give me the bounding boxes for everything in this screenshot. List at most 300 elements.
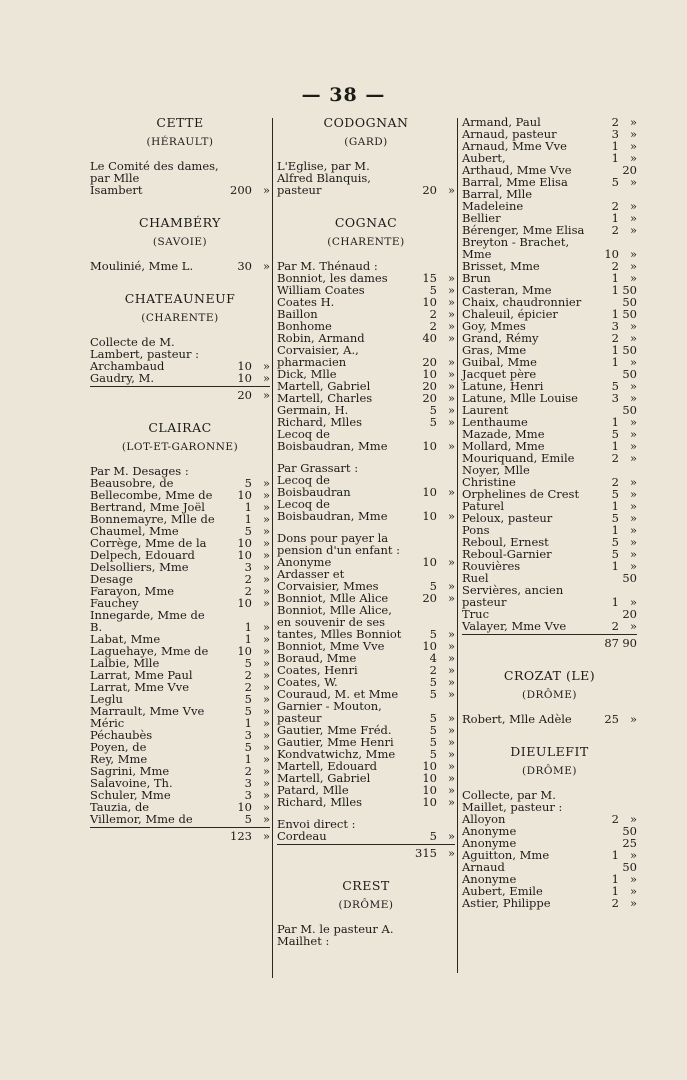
donation-amount: 3 [611,319,619,333]
donation-cents: » [629,427,637,441]
donation-cents: » [447,829,455,843]
donor-name: Robin, Armand [277,331,365,345]
donation-amount: 1 [244,620,252,634]
donor-name: Bonniot, les dames [277,271,388,285]
donation-cents: » [629,487,637,501]
donor-name: Martell, Charles [277,391,373,405]
donation-amount: 5 [429,723,437,737]
donor-name: Barral, Mme Elisa [462,175,568,189]
donation-amount: 1 [244,752,252,766]
donor-name: Pons [462,523,490,537]
donation-amount: 1 [611,139,619,153]
donation-cents: » [262,692,270,706]
donation-amount: 30 [237,259,252,273]
donation-cents: 50 [622,403,637,417]
donor-name: L'Eglise, par M. Alfred Blanquis, pasteur [277,159,371,197]
donation-cents: » [262,596,270,610]
donation-cents: 50 [622,571,637,585]
section-total [462,634,637,649]
donation-section [462,745,637,909]
section-title: CLAIRAC [148,420,212,435]
donation-amount: 15 [422,271,437,285]
donation-entry [277,428,455,452]
donation-amount: 1 [611,415,619,429]
donation-cents: » [262,728,270,742]
donation-amount: 1 [611,283,619,297]
section-title: CHATEAUNEUF [124,291,236,306]
donor-name: Gras, Mme [462,343,527,357]
donor-name: Méric [90,716,125,730]
donor-name: Laurent [462,403,509,417]
donor-name: Martell, Gabriel [277,771,371,785]
donation-cents: » [262,476,270,490]
donation-entry [277,700,455,724]
donation-cents: » [262,776,270,790]
donation-amount: 1 [611,151,619,165]
column-divider [272,118,273,978]
donation-cents: » [629,331,637,345]
donor-name: Corrège, Mme de la [90,536,207,550]
section-region: (GARD) [344,136,388,148]
donation-amount: 5 [611,547,619,561]
section-total [90,827,270,842]
donation-entry [277,160,455,196]
donor-name: Sagrini, Mme [90,764,170,778]
donation-amount: 3 [611,391,619,405]
donation-amount: 3 [244,728,252,742]
donation-amount: 5 [244,692,252,706]
donation-cents: » [447,295,455,309]
donation-cents: 50 [622,343,637,357]
donation-amount: 10 [422,771,437,785]
donation-cents: » [629,355,637,369]
donor-name: Astier, Philippe [462,896,551,910]
donor-name: Breyton - Brachet, Mme [462,235,570,261]
donation-amount: 5 [611,379,619,393]
donation-cents: » [262,500,270,514]
donation-cents: 50 [622,283,637,297]
donation-amount: 1 [611,848,619,862]
donation-entry [90,372,270,384]
donation-amount: 5 [611,535,619,549]
donation-entry [462,620,637,632]
donation-cents: » [629,151,637,165]
donation-entry [277,604,455,640]
donor-name: Richard, Mlles [277,795,363,809]
donor-name: Ruel [462,571,489,585]
donation-cents: » [262,259,270,273]
donation-amount: 1 [611,307,619,321]
text-column-3 [462,116,637,915]
section-region: (DRÔME) [338,899,394,911]
donation-amount: 1 [611,595,619,609]
donation-entry [277,344,455,368]
donor-name: Kondvatwichz, Mme [277,747,396,761]
donation-cents: » [629,848,637,862]
donation-amount: 10 [604,247,619,261]
donation-amount: 10 [422,439,437,453]
donor-name: Orphelines de Crest [462,487,580,501]
donation-amount: 3 [611,127,619,141]
donation-cents: » [447,795,455,809]
donation-cents: » [262,560,270,574]
donor-name: Anonyme [462,872,517,886]
donor-name: Labat, Mme [90,632,161,646]
donation-amount: 1 [244,632,252,646]
donation-entry [462,789,637,813]
donation-cents: » [447,439,455,453]
donation-amount: 5 [244,740,252,754]
column-divider [457,118,458,973]
donor-name: Martell, Gabriel [277,379,371,393]
section-region: (SAVOIE) [152,236,208,248]
donation-cents: » [629,175,637,189]
donation-amount: 1 [611,884,619,898]
donation-cents: » [629,271,637,285]
donation-amount: 5 [244,656,252,670]
donation-entry [90,336,270,360]
donor-name: Valayer, Mme Vve [462,619,567,633]
donation-entry [277,796,455,808]
donor-name: Dick, Mlle [277,367,337,381]
donation-amount: 10 [237,548,252,562]
donation-entry [277,498,455,522]
donation-cents: » [629,379,637,393]
donor-name: Péchaubès [90,728,153,742]
donation-cents: » [447,307,455,321]
section-title: COGNAC [334,215,398,230]
donation-cents: » [629,499,637,513]
donation-cents: » [447,331,455,345]
donation-amount: 2 [429,319,437,333]
donation-cents: » [629,319,637,333]
donor-name: Bertrand, Mme Joël [90,500,205,514]
donation-amount: 5 [611,175,619,189]
donation-cents: » [629,475,637,489]
page-number: — 38 — [301,84,386,106]
donation-cents: » [447,391,455,405]
donation-entry [277,923,455,947]
donation-cents: » [262,644,270,658]
donor-name: Bonnemayre, Mlle de [90,512,215,526]
donation-cents: » [262,536,270,550]
donor-name: Latune, Henri [462,379,544,393]
donation-amount: 5 [244,812,252,826]
donor-name: Anonyme [462,824,517,838]
donor-name: Latune, Mlle Louise [462,391,578,405]
donation-cents: » [629,872,637,886]
donation-section [90,116,270,196]
donation-cents: » [629,511,637,525]
section-title: CETTE [156,115,204,130]
donation-cents: » [629,547,637,561]
donor-name: Baillon [277,307,318,321]
total-cents: » [262,388,270,402]
donation-amount: 10 [422,759,437,773]
donation-amount: 10 [422,509,437,523]
donor-name: Mollard, Mme [462,439,545,453]
donation-amount: 5 [429,735,437,749]
donation-cents: » [447,783,455,797]
donation-entry [277,568,455,592]
donor-name: Laguehaye, Mme de [90,644,209,658]
donation-cents: » [629,559,637,573]
donation-cents: » [262,572,270,586]
donation-cents: » [262,788,270,802]
donation-cents: » [447,663,455,677]
donation-cents: » [447,759,455,773]
donor-name: Couraud, M. et Mme [277,687,399,701]
donation-amount: 5 [429,675,437,689]
section-total [90,386,270,401]
donor-name: Guibal, Mme [462,355,537,369]
section-title: CREST [342,878,390,893]
donation-cents: » [447,183,455,197]
donor-name: Coates, W. [277,675,338,689]
donation-amount: 25 [604,712,619,726]
donation-section [462,116,637,649]
donation-amount: 2 [611,223,619,237]
donation-cents: » [447,639,455,653]
donation-amount: 5 [611,487,619,501]
donation-amount: 2 [611,115,619,129]
donation-cents: » [447,711,455,725]
donor-name: Le Comité des dames, par Mlle [90,159,219,185]
donor-name: Germain, H. [277,403,349,417]
donation-amount: 5 [429,829,437,843]
donor-name: Barral, Mlle Madeleine [462,187,533,213]
donation-amount: 5 [611,427,619,441]
donor-name: Desage [90,572,133,586]
donor-name: Martell, Edouard [277,759,378,773]
donation-cents: » [262,812,270,826]
donor-name: Aubert, Emile [462,884,543,898]
donor-name: Poyen, de [90,740,147,754]
donation-amount: 1 [611,872,619,886]
donation-amount: 1 [244,500,252,514]
donation-cents: » [262,371,270,385]
donation-entry [277,830,455,842]
donation-cents: 50 [622,824,637,838]
donor-name: Boraud, Mme [277,651,357,665]
donation-amount: 20 [422,591,437,605]
donor-name: Paturel [462,499,505,513]
donor-name: Robert, Mlle Adèle [462,712,572,726]
donation-cents: » [262,740,270,754]
donor-name: Innegarde, Mme de B. [90,608,205,634]
donation-section [90,216,270,272]
donation-cents: » [447,485,455,499]
donation-cents: » [629,535,637,549]
donor-name: Chaix, chaudronnier [462,295,582,309]
donation-amount: 2 [429,307,437,321]
donation-cents: » [447,509,455,523]
donation-amount: 5 [429,627,437,641]
donation-amount: 10 [237,596,252,610]
donation-amount: 1 [244,512,252,526]
donation-amount: 2 [244,572,252,586]
donation-amount: 5 [429,283,437,297]
donation-amount: 2 [611,619,619,633]
donor-name: Bonniot, Mme Vve [277,639,385,653]
donation-entry [90,813,270,825]
donation-amount: 2 [244,764,252,778]
donor-name: Alloyon [462,812,506,826]
donation-amount: 20 [422,183,437,197]
donation-cents: » [447,403,455,417]
donation-cents: » [629,223,637,237]
donor-name: Richard, Mlles [277,415,363,429]
donor-name: Corvaisier, A., pharmacien [277,343,359,369]
donation-cents: » [262,524,270,538]
donation-amount: 1 [611,343,619,357]
donor-name: Gaudry, M. [90,371,155,385]
donation-amount: 5 [429,579,437,593]
donor-name: Chaumel, Mme [90,524,179,538]
section-region: (HÉRAULT) [146,136,214,148]
donation-cents: » [262,800,270,814]
donor-name: Schuler, Mme [90,788,171,802]
donation-cents: » [629,259,637,273]
section-title: CODOGNAN [323,115,409,130]
section-region: (DRÔME) [521,689,578,701]
donation-cents: » [447,723,455,737]
donation-amount: 3 [244,788,252,802]
donation-cents: » [447,555,455,569]
donation-cents: » [629,199,637,213]
donation-cents: 50 [622,295,637,309]
donation-cents: » [447,379,455,393]
donor-name: Lenthaume [462,415,528,429]
donor-name: Rouvières [462,559,521,573]
donation-entry [462,713,637,725]
donation-cents: » [447,747,455,761]
donor-name: Larrat, Mme Paul [90,668,193,682]
donation-amount: 5 [611,511,619,525]
donor-name: Reboul, Ernest [462,535,549,549]
donation-entry [90,260,270,272]
donation-cents: » [447,771,455,785]
donor-name: Lecoq de Boisbaudran [277,473,351,499]
donor-name: Bellier [462,211,501,225]
donation-amount: 2 [429,663,437,677]
donation-section [90,421,270,842]
donation-amount: 2 [611,451,619,465]
section-title: DIEULEFIT [510,744,589,759]
donor-name: Brun [462,271,491,285]
section-title: CHAMBÉRY [139,215,221,230]
donation-cents: » [262,632,270,646]
donation-amount: 5 [244,524,252,538]
donation-cents: » [262,668,270,682]
donor-name: Bonhome [277,319,332,333]
donor-name: Collecte, par M. Maillet, pasteur : [462,788,563,814]
donation-cents: » [629,415,637,429]
donation-cents: » [447,579,455,593]
donation-amount: 4 [429,651,437,665]
donor-name: Reboul-Garnier [462,547,552,561]
donor-name: Villemor, Mme de [90,812,193,826]
donor-name: Casteran, Mme [462,283,552,297]
donation-cents: 50 [622,860,637,874]
donation-cents: 50 [622,307,637,321]
donor-name: Gautier, Mme Fréd. [277,723,392,737]
total-amount: 20 [237,388,252,402]
donation-cents: » [262,584,270,598]
donation-amount: 10 [237,359,252,373]
donation-cents: 25 [622,836,637,850]
donation-entry [462,897,637,909]
donation-cents: » [262,764,270,778]
total-cents: 90 [622,636,637,650]
donor-name: Arnaud, Mme Vve [462,139,567,153]
donor-name: Par M. Desages : [90,464,189,478]
donation-cents: 20 [622,163,637,177]
donor-name: Chaleuil, épicier [462,307,558,321]
donor-name: Leglu [90,692,123,706]
donation-amount: 5 [244,704,252,718]
donation-amount: 1 [611,439,619,453]
donation-entry [90,184,270,196]
donation-cents: » [447,675,455,689]
donation-cents: » [262,704,270,718]
donor-name: Larrat, Mme Vve [90,680,190,694]
donor-name: Isambert [90,183,143,197]
donation-cents: » [629,211,637,225]
donation-entry [462,236,637,260]
donor-name: Brisset, Mme [462,259,540,273]
donation-amount: 2 [611,896,619,910]
donation-amount: 20 [422,355,437,369]
donation-amount: 2 [244,584,252,598]
donor-name: Gautier, Mme Henri [277,735,394,749]
donor-name: Mazade, Mme [462,427,545,441]
donor-name: Par M. Thénaud : [277,259,378,273]
total-amount: 315 [415,846,437,860]
donation-section [277,116,455,196]
donation-cents: » [629,812,637,826]
donation-amount: 1 [244,716,252,730]
total-amount: 87 [604,636,619,650]
section-region: (DRÔME) [521,765,578,777]
donor-name: Par Grassart : [277,461,359,475]
donor-name: Ardasser et Corvaisier, Mmes [277,567,379,593]
donation-cents: » [629,712,637,726]
donation-cents: » [629,115,637,129]
donor-name: Anonyme [277,555,332,569]
section-region: (LOT-ET-GARONNE) [121,441,239,453]
donation-amount: 10 [237,800,252,814]
donor-name: Par M. le pasteur A. Mailhet : [277,922,394,948]
donor-name: Arthaud, Mme Vve [462,163,572,177]
donor-name: Moulinié, Mme L. [90,259,194,273]
donation-cents: » [629,247,637,261]
donor-name: Farayon, Mme [90,584,175,598]
donation-amount: 2 [244,668,252,682]
donor-name: Garnier - Mouton, pasteur [277,699,382,725]
donation-section [277,216,455,859]
donation-amount: 1 [611,499,619,513]
total-cents: » [262,829,270,843]
donation-amount: 5 [429,711,437,725]
donation-amount: 1 [611,211,619,225]
donor-name: Arnaud [462,860,505,874]
donor-name: Lecoq de Boisbaudran, Mme [277,497,388,523]
donation-entry [277,532,455,556]
donation-amount: 2 [611,812,619,826]
text-column-1 [90,116,270,848]
donation-amount: 5 [429,403,437,417]
